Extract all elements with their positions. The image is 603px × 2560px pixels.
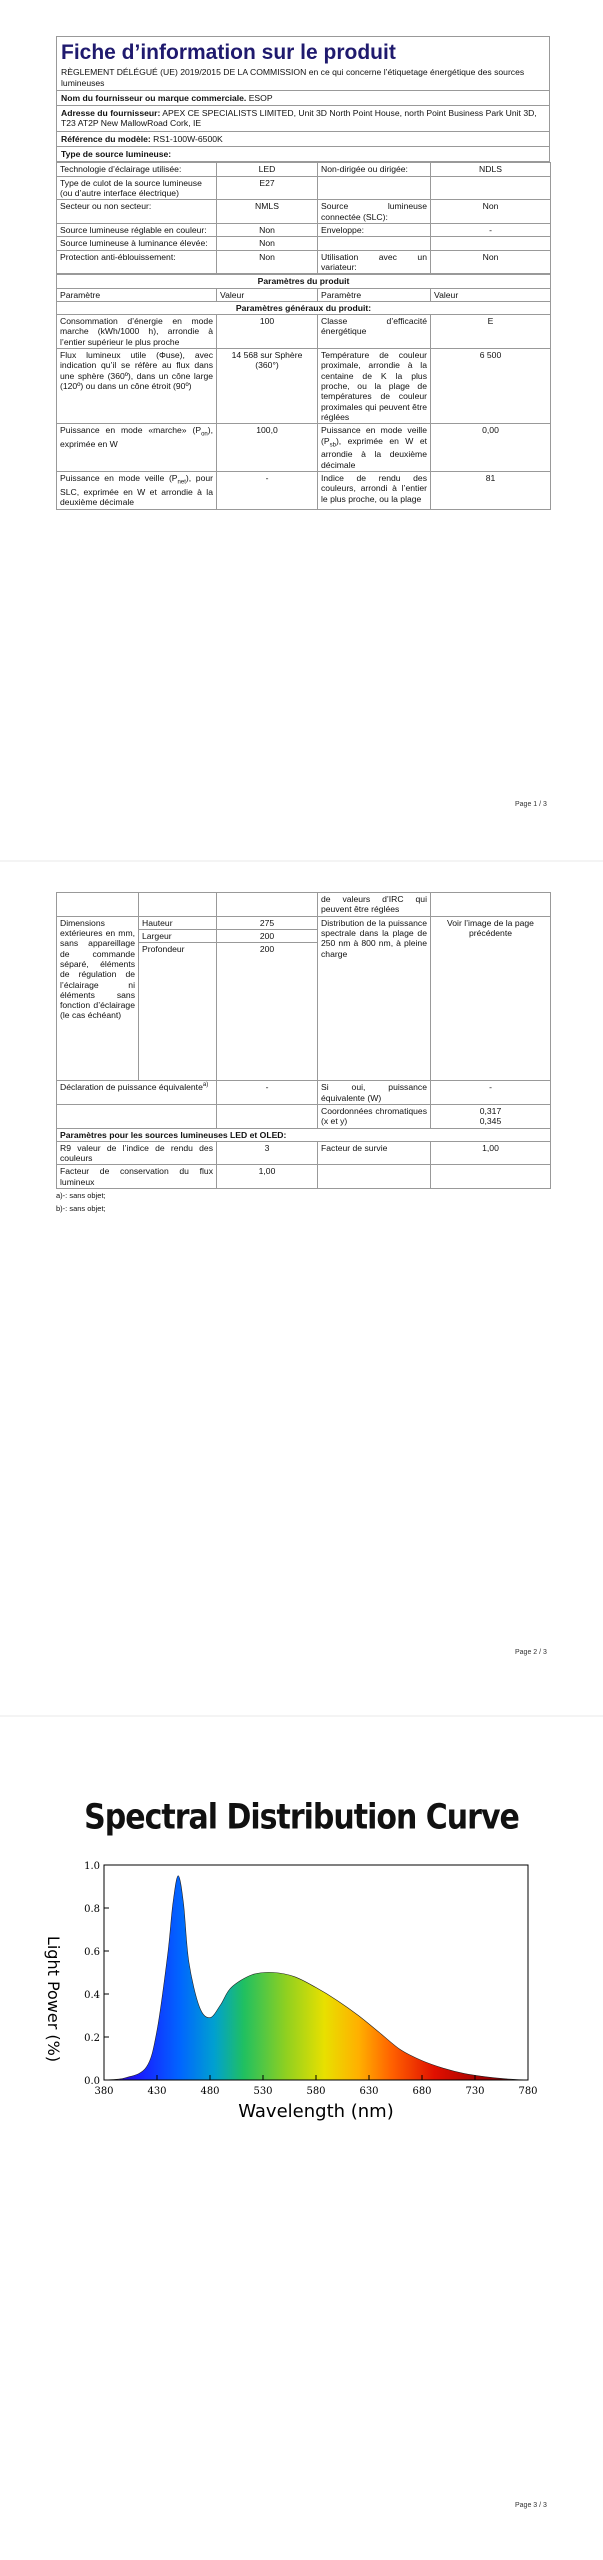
value-header: Valeur xyxy=(217,288,318,301)
subscript: sb xyxy=(329,442,336,449)
source-value: E27 xyxy=(217,176,318,200)
source-value: NMLS xyxy=(217,200,318,224)
regulation-intro: RÈGLEMENT DÉLÉGUÉ (UE) 2019/2015 DE LA COMMISSION en ce qui concerne l’étiquetage énergétique des sources lumineuses xyxy=(56,67,550,91)
source-row xyxy=(57,200,551,224)
x-tick-label: 380 xyxy=(94,2086,114,2097)
param-value: 14 568 sur Sphère (360°) xyxy=(217,349,318,424)
source-type-heading: Type de source lumineuse: xyxy=(56,147,550,162)
led-param-row xyxy=(57,1165,551,1189)
footnote: b)-: sans objet; xyxy=(56,1204,106,1214)
general-param-row xyxy=(57,349,551,424)
param-value: E xyxy=(431,315,551,349)
dim-name-width: Largeur xyxy=(139,929,217,942)
source-param: Secteur ou non secteur: xyxy=(57,200,217,224)
spectrum-area xyxy=(104,1876,528,2080)
general-param-row xyxy=(57,424,551,472)
address-value: APEX CE SPECIALISTS LIMITED, Unit 3D North Point House, north Point Business Park Unit 3D, T23 AT2P New MallowRoad Cork, IE xyxy=(61,108,537,129)
x-tick-label: 780 xyxy=(518,2086,538,2097)
dim-value-height: 275 xyxy=(217,916,318,929)
param-name: Classe d’efficacité énergétique xyxy=(318,315,431,349)
equiv-power-value: - xyxy=(431,1081,551,1105)
param-name xyxy=(318,1165,431,1189)
product-parameters-table xyxy=(56,274,551,509)
param-header: Paramètre xyxy=(318,288,431,301)
page-number: Page 2 / 3 xyxy=(515,1649,547,1656)
source-value: Non xyxy=(431,250,551,274)
x-tick-label: 430 xyxy=(147,2086,167,2097)
x-tick-label: 630 xyxy=(359,2086,379,2097)
equiv-footnote-ref: a) xyxy=(202,1082,209,1089)
supplier-row xyxy=(56,91,550,106)
model-row xyxy=(56,132,550,147)
param-value: 1,00 xyxy=(431,1141,551,1165)
x-tick-label: 680 xyxy=(412,2086,432,2097)
dimensions-label: Dimensions extérieures en mm, sans appareillage de commande séparé, éléments de régulation de l’éclairage ni éléments sans fonction d’éclairage (le cas échéant) xyxy=(57,916,139,1081)
dim-value-width: 200 xyxy=(217,929,318,942)
param-name: Puissance en mode «marche» $(P_{on})$, exprimée en W xyxy=(57,424,217,472)
source-value: NDLS xyxy=(431,163,551,176)
param-name: Puissance en mode veille $(P_{net})$, pour SLC, exprimée en W et arrondie à la deuxième décimale xyxy=(57,472,217,510)
supplier-label: Nom du fournisseur ou marque commerciale. xyxy=(61,92,247,103)
source-value: Non xyxy=(217,237,318,250)
source-param: Source lumineuse à luminance élevée: xyxy=(57,237,217,250)
x-tick-label: 580 xyxy=(306,2086,326,2097)
param-value: 0,00 xyxy=(431,424,551,472)
param-header: Paramètre xyxy=(57,288,217,301)
param-value: 3 xyxy=(217,1141,318,1165)
source-param: Source lumineuse connectée (SLC): xyxy=(318,200,431,224)
source-type-table xyxy=(56,162,551,274)
source-row xyxy=(57,163,551,176)
source-param xyxy=(318,237,431,250)
dim-value-depth: 200 xyxy=(217,943,318,1081)
param-value: 100 xyxy=(217,315,318,349)
param-value: 1,00 xyxy=(217,1165,318,1189)
chroma-label: Coordonnées chromatiques (x et y) xyxy=(318,1104,431,1128)
source-row xyxy=(57,237,551,250)
source-value: Non xyxy=(217,223,318,236)
param-value: 81 xyxy=(431,472,551,510)
source-value xyxy=(431,237,551,250)
spectral-chart xyxy=(40,1855,550,2125)
page-number: Page 1 / 3 xyxy=(515,801,547,808)
source-row xyxy=(57,176,551,200)
chroma-value: 0,317 0,345 xyxy=(431,1104,551,1128)
param-name: Facteur de conservation du flux lumineux xyxy=(57,1165,217,1189)
source-row xyxy=(57,223,551,236)
address-row xyxy=(56,106,550,132)
value-header: Valeur xyxy=(431,288,551,301)
y-tick-label: 1.0 xyxy=(84,1861,100,1872)
param-value: 6 500 xyxy=(431,349,551,424)
source-param xyxy=(318,176,431,200)
y-tick-label: 0.2 xyxy=(84,2033,100,2044)
address-label: Adresse du fournisseur: xyxy=(61,108,161,119)
equiv-value: - xyxy=(217,1081,318,1105)
source-row xyxy=(57,250,551,274)
param-value xyxy=(431,1165,551,1189)
x-tick-label: 730 xyxy=(465,2086,485,2097)
x-axis-label: Wavelength (nm) xyxy=(238,2101,394,2122)
spd-value: Voir l’image de la page précédente xyxy=(431,916,551,1081)
equiv-label-cell xyxy=(57,1081,217,1105)
param-name: Température de couleur proximale, arrondie à la centaine de K la plus proche, ou la plage de températures de couleur proximales qui peuvent être réglées xyxy=(318,349,431,424)
spd-label: Distribution de la puissance spectrale dans la plage de 250 nm à 800 nm, à pleine charge xyxy=(318,916,431,1081)
x-tick-label: 480 xyxy=(200,2086,220,2097)
y-tick-label: 0.8 xyxy=(84,1904,100,1915)
source-param: Technologie d’éclairage utilisée: xyxy=(57,163,217,176)
source-value: - xyxy=(431,223,551,236)
equiv-label: Déclaration de puissance équivalente xyxy=(60,1082,203,1093)
subscript: on xyxy=(201,431,208,438)
model-value: RS1-100W-6500K xyxy=(153,133,223,144)
continued-table xyxy=(56,892,551,1189)
param-name: Indice de rendu des couleurs, arrondi à l’entier le plus proche, ou la plage xyxy=(318,472,431,510)
source-value: Non xyxy=(431,200,551,224)
dim-name-height: Hauteur xyxy=(139,916,217,929)
plot-area xyxy=(84,1861,537,2097)
general-params-title: Paramètres généraux du produit: xyxy=(57,301,551,314)
footnote: a)-: sans objet; xyxy=(56,1191,106,1201)
param-name: Consommation d’énergie en mode marche (kWh/1000 h), arrondie à l’entier supérieur le plus proche xyxy=(57,315,217,349)
param-name: Puissance en mode veille $(P_{sb})$, exprimée en W et arrondie à la deuxième décimale xyxy=(318,424,431,472)
cri-range-cont: de valeurs d’IRC qui peuvent être réglées xyxy=(318,893,431,917)
led-param-row xyxy=(57,1141,551,1165)
general-param-row xyxy=(57,315,551,349)
source-value xyxy=(431,176,551,200)
source-param: Protection anti-éblouissement: xyxy=(57,250,217,274)
source-value: LED xyxy=(217,163,318,176)
param-name: Facteur de survie xyxy=(318,1141,431,1165)
general-param-row xyxy=(57,472,551,510)
document-title: Fiche d’information sur le produit xyxy=(56,36,550,67)
param-value: 100,0 xyxy=(217,424,318,472)
source-param: Type de culot de la source lumineuse (ou d’autre interface électrique) xyxy=(57,176,217,200)
y-axis-label: Light Power (%) xyxy=(44,1935,63,2063)
y-tick-label: 0.0 xyxy=(84,2076,100,2087)
source-param: Non-dirigée ou dirigée: xyxy=(318,163,431,176)
chart-title: Spectral Distribution Curve xyxy=(84,1797,519,1838)
param-name: R9 valeur de l’indice de rendu des couleurs xyxy=(57,1141,217,1165)
supplier-value: ESOP xyxy=(248,92,273,103)
source-param: Utilisation avec un variateur: xyxy=(318,250,431,274)
led-params-title: Paramètres pour les sources lumineuses LED et OLED: xyxy=(57,1128,551,1141)
product-information-sheet-continued xyxy=(56,892,550,1213)
model-label: Référence du modèle: xyxy=(61,133,151,144)
y-tick-label: 0.4 xyxy=(84,1990,100,2001)
params-title: Paramètres du produit xyxy=(57,275,551,288)
source-param: Enveloppe: xyxy=(318,223,431,236)
param-name: Flux lumineux utile (Φuse), avec indication qu’il se réfère au flux dans une sphère (360º), dans un cône large (120º) ou dans un cône étroit (90º) xyxy=(57,349,217,424)
equiv-power-label: Si oui, puissance équivalente (W) xyxy=(318,1081,431,1105)
source-param: Source lumineuse réglable en couleur: xyxy=(57,223,217,236)
page-number: Page 3 / 3 xyxy=(515,2502,547,2509)
x-tick-label: 530 xyxy=(253,2086,273,2097)
product-information-sheet xyxy=(56,36,550,510)
page-divider xyxy=(0,1715,603,1717)
source-value: Non xyxy=(217,250,318,274)
y-tick-label: 0.6 xyxy=(84,1947,100,1958)
page-divider xyxy=(0,860,603,862)
dim-name-depth: Profondeur xyxy=(139,943,217,1081)
param-value: - xyxy=(217,472,318,510)
subscript: net xyxy=(177,479,186,486)
